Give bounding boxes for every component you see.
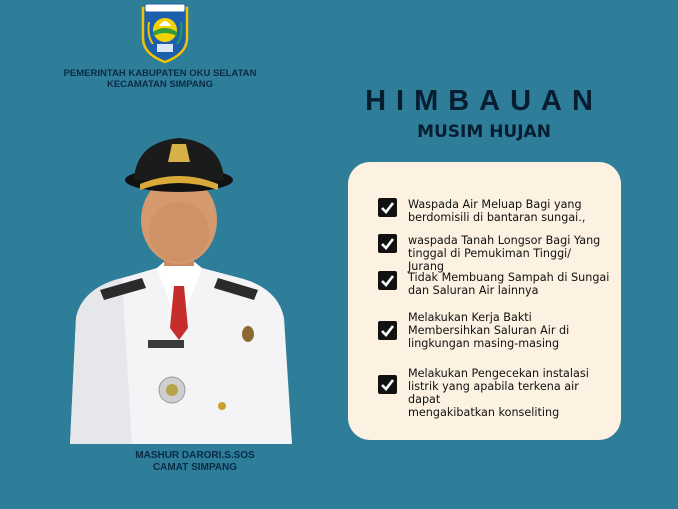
government-name: PEMERINTAH KABUPATEN OKU SELATAN (63, 68, 257, 79)
checkbox-checked-icon (378, 375, 397, 394)
notice-item-text: Melakukan Kerja Bakti Membersihkan Saluran Air di lingkungan masing-masing (408, 311, 570, 350)
checkbox-checked-icon (378, 198, 397, 217)
notice-item-text: Waspada Air Meluap Bagi yang berdomisili di bantaran sungai., (408, 198, 586, 224)
notice-item-text: waspada Tanah Longsor Bagi Yang tinggal di Pemukiman Tinggi/ Jurang (408, 234, 601, 273)
checkbox-checked-icon (378, 271, 397, 290)
notice-card (348, 162, 621, 440)
notice-subtitle: MUSIM HUJAN (417, 122, 551, 142)
notice-title: HIMBAUAN (365, 85, 603, 117)
checkbox-checked-icon (378, 234, 397, 253)
official-name: MASHUR DARORI.S.SOS (135, 450, 255, 461)
official-caption (80, 450, 310, 474)
notice-item (378, 234, 610, 273)
regency-emblem-logo (139, 2, 191, 64)
government-header (40, 68, 280, 90)
district-name: KECAMATAN SIMPANG (106, 79, 214, 90)
notice-item (378, 198, 610, 224)
official-title: CAMAT SIMPANG (152, 462, 238, 473)
notice-item (378, 271, 610, 297)
checkbox-checked-icon (378, 321, 397, 340)
notice-item-text: Tidak Membuang Sampah di Sungai dan Saluran Air lainnya (408, 271, 610, 297)
notice-item (378, 311, 610, 350)
notice-item (378, 367, 610, 419)
notice-item-text: Melakukan Pengecekan instalasi listrik yang apabila terkena air dapat mengakibatkan konseliting (408, 367, 589, 419)
official-portrait-photo (62, 128, 296, 444)
